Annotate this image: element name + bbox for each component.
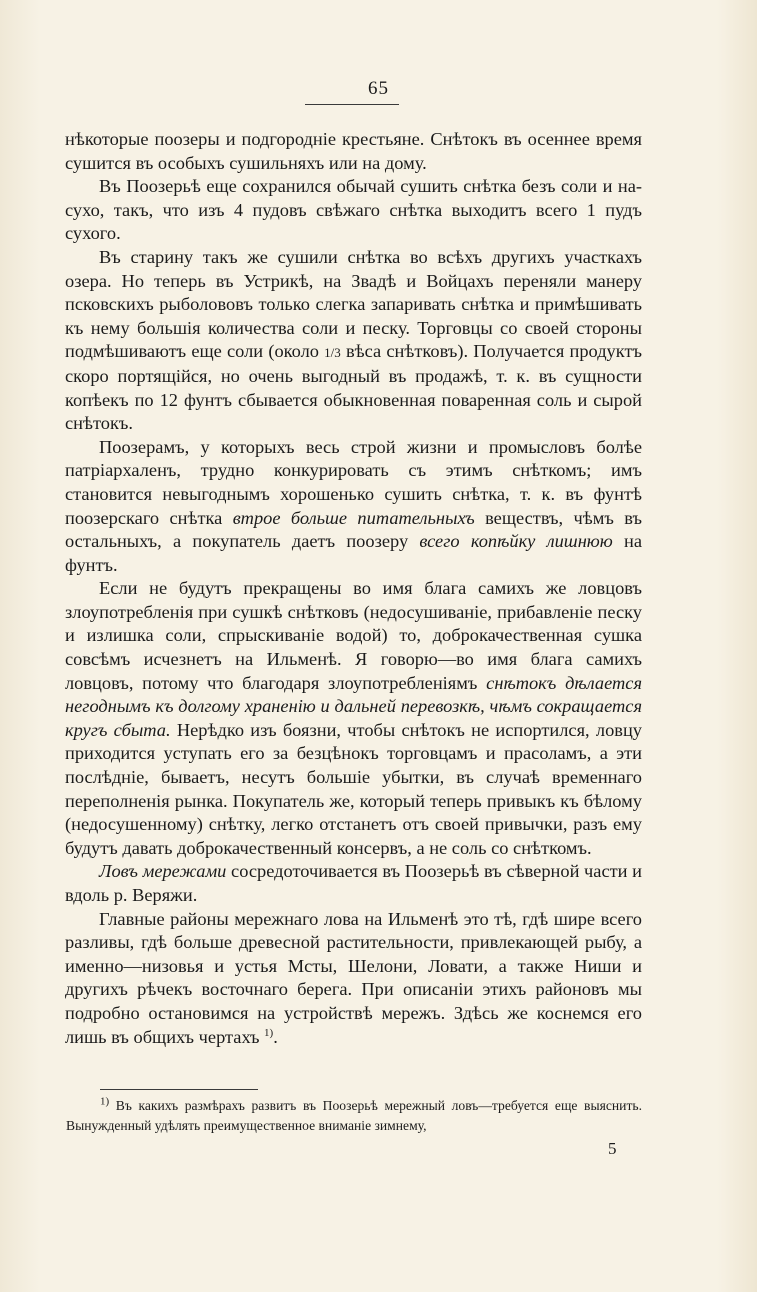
footnote-reference: 1) (264, 1026, 274, 1039)
paragraph (65, 860, 642, 907)
text-run: Въ Поозерьѣ еще сохранился обычай сушить снѣтка безъ соли и на-сухо, такъ, что изъ 4 пудовъ свѣжаго снѣтка выходитъ всего 1 пудъ сухого. (65, 176, 642, 244)
paragraph (65, 436, 642, 578)
main-text (65, 128, 642, 1049)
emphasis-text: втрое больше питательныхъ (232, 507, 475, 528)
fraction: 1/3 (324, 345, 341, 361)
header-rule (305, 104, 399, 105)
emphasis-text: снѣтокъ дѣлается негоднымъ къ долгому храненію и дальней перевозкѣ, чѣмъ сокращается кругъ сбыта. (65, 672, 642, 740)
page-number: 65 (368, 78, 389, 99)
emphasis-text: Ловъ мережами (99, 861, 227, 882)
paragraph (65, 246, 642, 436)
footnote-marker: 1) (100, 1095, 110, 1108)
footnote-rule (100, 1089, 258, 1090)
footnote-text: Въ какихъ размѣрахъ развитъ въ Поозерьѣ мережный ловъ—требуется еще выяснить. Вынужденный удѣлять преимущественное вниманіе зимнему, (66, 1098, 642, 1133)
emphasis-text: всего копѣйку лишнюю (419, 531, 613, 552)
signature-mark: 5 (608, 1139, 617, 1158)
text-run: Въ старину такъ же сушили снѣтка во всѣхъ другихъ участкахъ озера. Но теперь въ Устрикѣ, на Звадѣ и Войцахъ переняли манеру псковскихъ рыболововъ только слегка запаривать снѣтка и примѣшивать къ нему большія количества соли и песку. Торговцы со своей стороны подмѣшиваютъ еще соли (около (65, 246, 642, 362)
text-run: веществъ, чѣмъ въ остальныхъ, а покупатель даетъ поозеру (65, 507, 643, 552)
text-run: . (273, 1026, 278, 1047)
text-run: Если не будутъ прекращены во имя блага самихъ же ловцовъ злоупотребленія при сушкѣ снѣтковъ (недосушиваніе, прибавленіе песку и излишка соли, спрыскиваніе водой) то, доброкачественная сушка совсѣмъ исчезнетъ на Ильменѣ. Я говорю—во имя блага самихъ ловцовъ, потому что благодаря злоупотребленіямъ (65, 578, 642, 693)
text-run: вѣса снѣтковъ). Получается продуктъ скоро портящійся, но очень выгодный въ продажѣ, т. к. въ сущности копѣекъ по 12 фунтъ сбывается обыкновенная поваренная соль и сырой снѣтокъ. (65, 341, 642, 434)
text-run: нѣкоторые поозеры и подгородніе крестьяне. Снѣтокъ въ осеннее время сушится въ особыхъ сушильняхъ или на дому. (65, 129, 642, 173)
text-run: Главные районы мережнаго лова на Ильменѣ это тѣ, гдѣ шире всего разливы, гдѣ больше древесной растительности, привлекающей рыбу, а именно—низовья и устья Мсты, Шелони, Ловати, а также Ниши и другихъ рѣчекъ восточнаго берега. При описаніи этихъ районовъ мы подробно остановимся на устройствѣ мережъ. Здѣсь же коснемся его лишь въ общихъ чертахъ (65, 908, 642, 1047)
paragraph (65, 128, 642, 175)
paragraph (65, 175, 642, 246)
text-run: сосредоточивается въ Поозерьѣ въ сѣверной части и вдоль р. Веряжи. (65, 861, 643, 905)
paragraph (65, 577, 642, 860)
text-run: Поозерамъ, у которыхъ весь строй жизни и промысловъ болѣе патріархаленъ, трудно конкурировать съ этимъ снѣткомъ; имъ становится невыгоднымъ хорошенько сушить снѣтка, т. к. въ фунтѣ поозерскаго снѣтка (65, 436, 642, 528)
footnote (66, 1096, 642, 1136)
text-run: на фунтъ. (65, 531, 642, 575)
paragraph (65, 908, 642, 1050)
text-run: Нерѣдко изъ боязни, чтобы снѣтокъ не испортился, ловцу приходится уступать его за безцѣнокъ торговцамъ и прасоламъ, а эти послѣдніе, бываетъ, несутъ большіе убытки, въ случаѣ временнаго переполненія рынка. Покупатель же, который теперь привыкъ къ бѣлому (недосушенному) снѣтку, легко отстанетъ отъ своей привычки, разъ ему будутъ давать доброкачественный консервъ, а не соль со снѣткомъ. (65, 719, 642, 858)
